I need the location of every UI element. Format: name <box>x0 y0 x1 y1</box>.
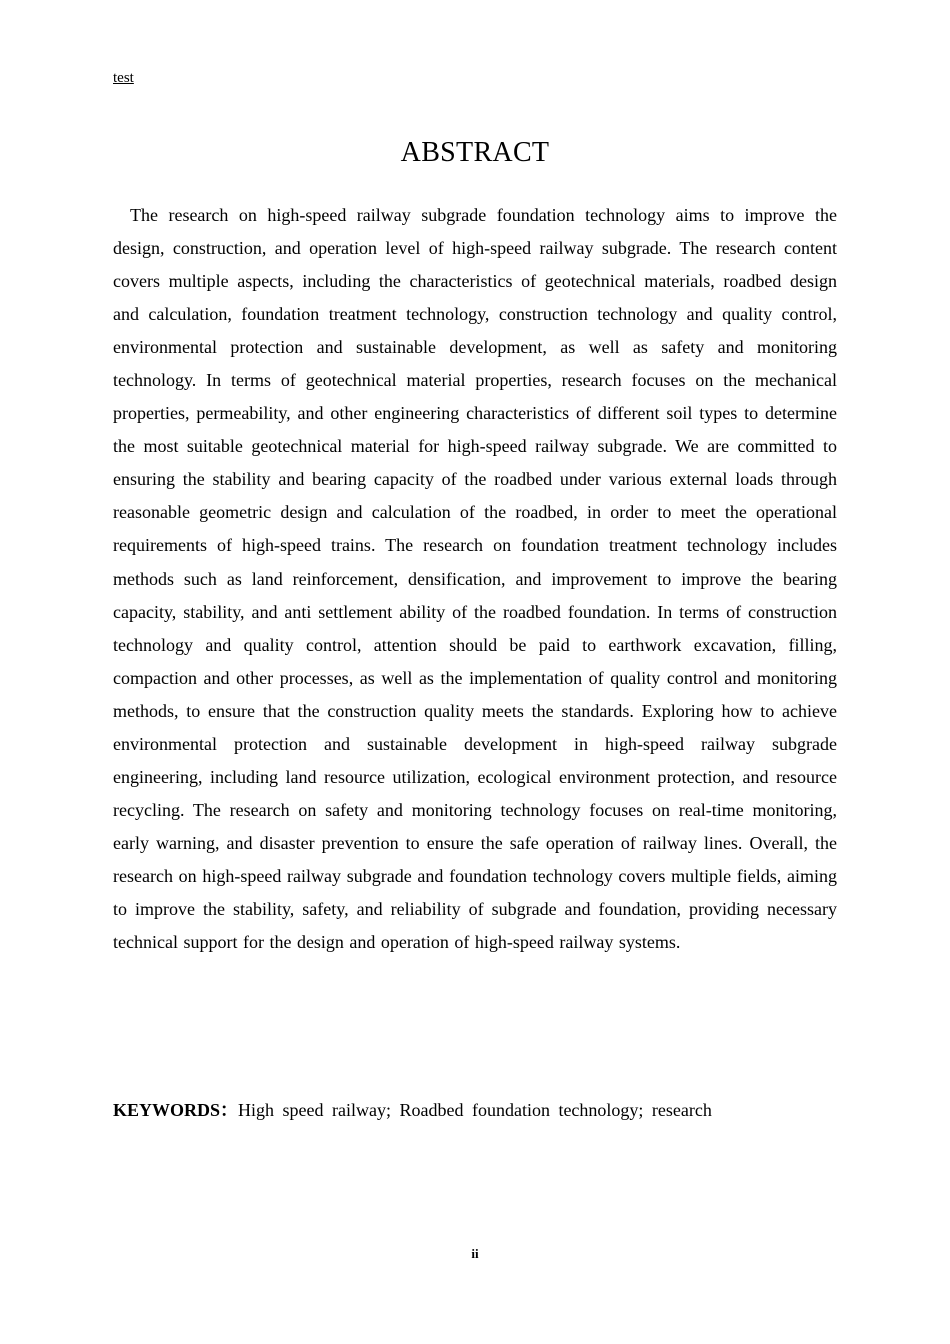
page-number: ii <box>471 1246 479 1261</box>
header-test-link[interactable]: test <box>113 70 134 86</box>
keywords-label: KEYWORDS： <box>113 1100 239 1120</box>
abstract-body: The research on high-speed railway subgrade foundation technology aims to improve the design, construction, and operation level of high-speed railway subgrade. The research content covers multiple aspects, including the characteristics of geotechnical materials, roadbed design and calculation, foundation treatment technology, construction technology and quality control, environmental protection and sustainable development, as well as safety and monitoring technology. In terms of geotechnical material properties, research focuses on the mechanical properties, permeability, and other engineering characteristics of different soil types to determine the most suitable geotechnical material for high-speed railway subgrade. We are committed to ensuring the stability and bearing capacity of the roadbed under various external loads through reasonable geometric design and calculation of the roadbed, in order to meet the operational requirements of high-speed trains. The research on foundation treatment technology includes methods such as land reinforcement, densification, and improvement to improve the bearing capacity, stability, and anti settlement ability of the roadbed foundation. In terms of construction technology and quality control, attention should be paid to earthwork excavation, filling, compaction and other processes, as well as the implementation of quality control and monitoring methods, to ensure that the construction quality meets the standards. Exploring how to achieve environmental protection and sustainable development in high-speed railway subgrade engineering, including land resource utilization, ecological environment protection, and resource recycling. The research on safety and monitoring technology focuses on real-time monitoring, early warning, and disaster prevention to ensure the safe operation of railway lines. Overall, the research on high-speed railway subgrade and foundation technology covers multiple fields, aiming to improve the stability, safety, and reliability of subgrade and foundation, providing necessary technical support for the design and operation of high-speed railway systems. <box>113 205 837 953</box>
abstract-title: ABSTRACT <box>400 137 550 168</box>
keywords-line <box>113 1095 837 1125</box>
keywords-text: High speed railway; Roadbed foundation technology; research <box>238 1100 712 1120</box>
